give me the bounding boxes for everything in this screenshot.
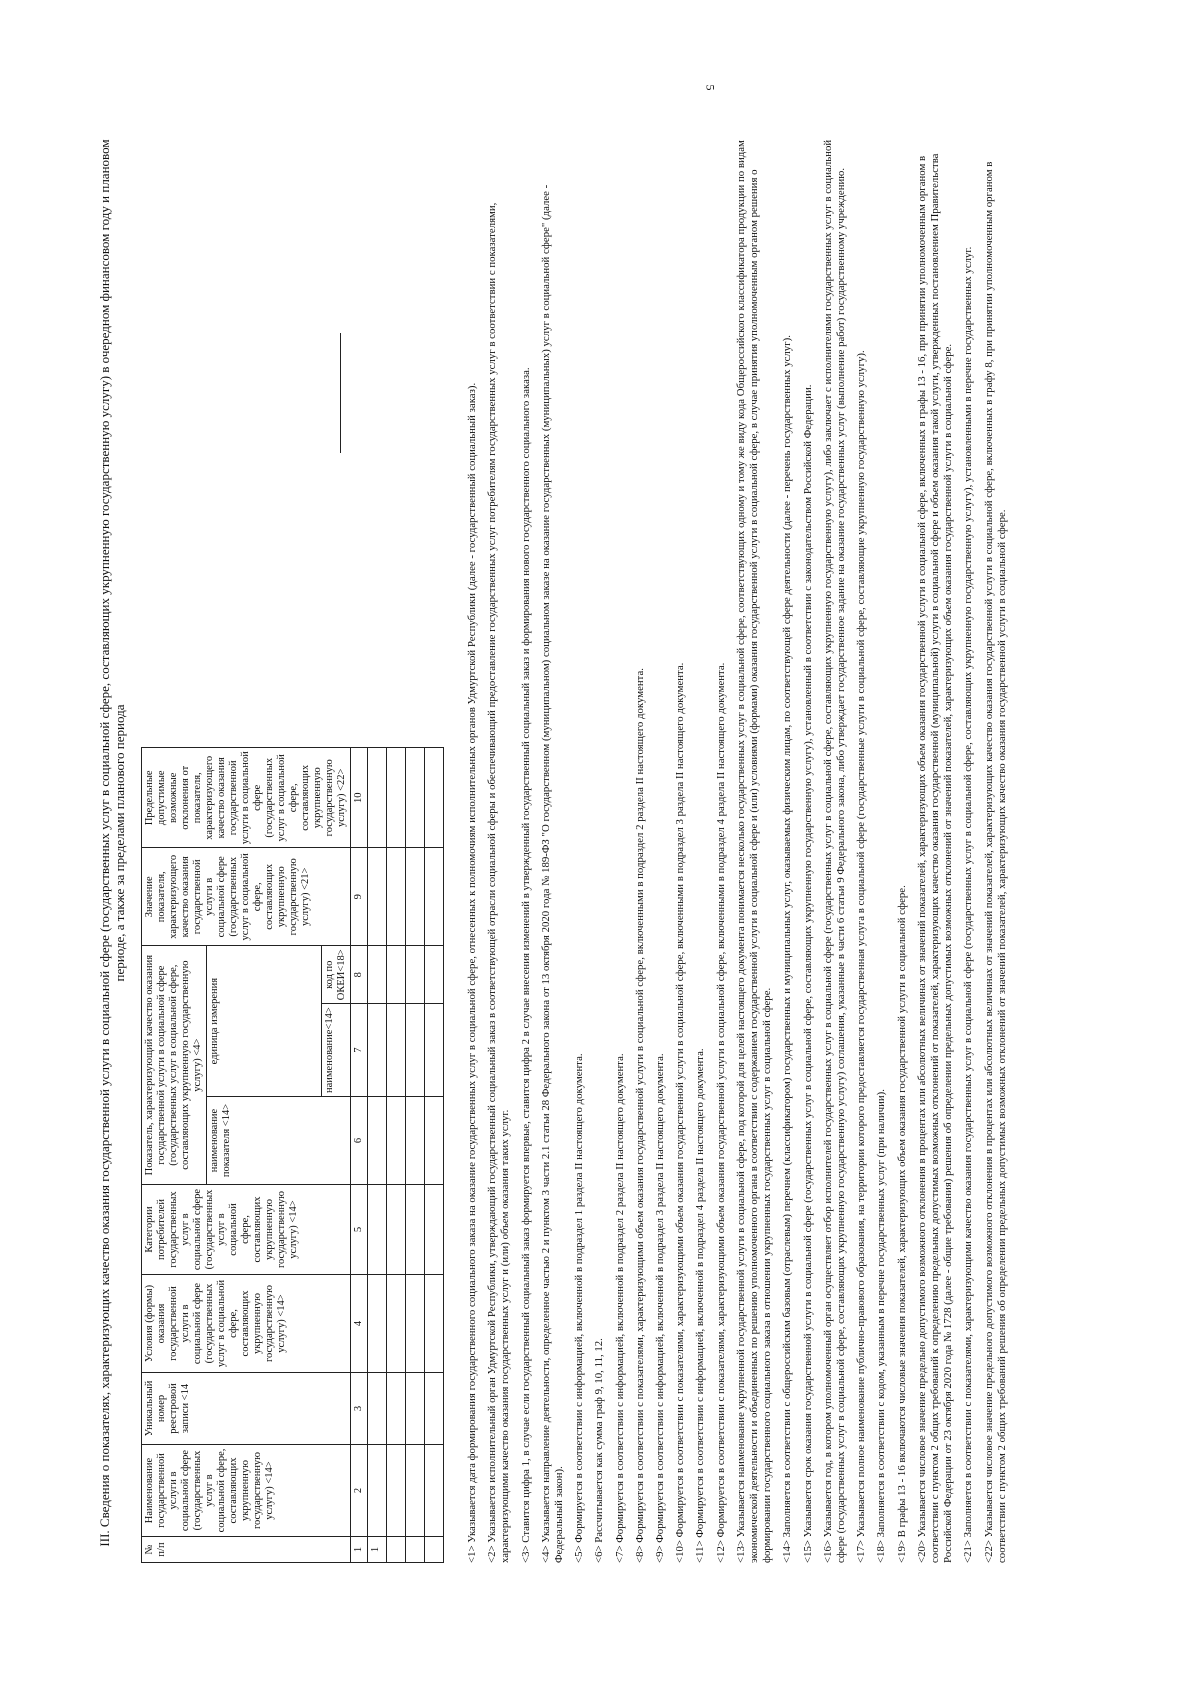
table-cell bbox=[368, 1097, 387, 1185]
header-indicator-group: Показатель, характеризующий качество оказания государственной услуги в социальной сфере (государственных услуг в социальной сфере, составляющих укрупненную государственную услугу) <4> bbox=[142, 946, 207, 1185]
header-max-deviation: Предельные допустимые возможные отклонения от показателя, характеризующего качество оказания государственной услуги в социальной сфере (государственных услуг в социальной сфере, составляющих укрупненную государственную услугу) <22> bbox=[142, 748, 351, 848]
footnote-divider bbox=[340, 333, 341, 453]
table-cell bbox=[406, 1275, 425, 1373]
footnote: <4> Указывается направление деятельности, определенное частью 2 и пунктом 3 части 2.1 статьи 28 Федерального закона от 13 октября 2020 года № 189-ФЗ "О государственном (муниципальном) социальном заказе на оказание государственных (муниципальных) услуг в социальной сфере" (далее - Федеральный закон). bbox=[539, 184, 566, 1563]
column-number: 4 bbox=[351, 1275, 368, 1373]
header-indicator-name: наименование показателя <14> bbox=[207, 1097, 351, 1185]
column-number: 1 bbox=[351, 1537, 368, 1563]
column-number: 10 bbox=[351, 748, 368, 848]
column-number-row bbox=[351, 748, 368, 1563]
header-number: № п/п bbox=[142, 1537, 351, 1563]
footnote: <14> Заполняется в соответствии с общероссийским базовым (отраслевым) перечнем (классификатором) государственных и муниципальных услуг, оказываемых физическим лицам, по соответствующей сфере деятельности (далее - перечень государственных услуг). bbox=[781, 335, 794, 1563]
table-cell bbox=[387, 848, 406, 946]
table-cell bbox=[425, 748, 444, 848]
header-unit-group: единица измерения bbox=[207, 946, 322, 1097]
footnote: <5> Формируется в соответствии с информацией, включенной в подраздел 1 раздела II настоящего документа. bbox=[573, 1053, 586, 1563]
column-number: 2 bbox=[351, 1445, 368, 1537]
table-cell bbox=[425, 848, 444, 946]
table-cell bbox=[406, 946, 425, 1004]
footnote: <13> Указывается наименование укрупненной государственной услуги в социальной сфере, под которой для целей настоящего документа понимается несколько государственных услуг в социальной сфере, соответствующих одному и тому же виду кода Общероссийского классификатора продукции по видам экономической деятельности и объединенных по решению уполномоченного органа в соответствии с содержанием государственной услуги в социальной сфере и (или) условиями (формами) оказания государственной услуги в социальной сфере, в случае принятия уполномоченным органом решения о формировании государственного социального заказа в отношении укрупненных государственных услуг в социальной сфере. bbox=[734, 140, 774, 1563]
table-row bbox=[425, 748, 444, 1563]
table-cell bbox=[425, 1185, 444, 1275]
table-row bbox=[406, 748, 425, 1563]
footnote: <8> Формируется в соответствии с показателями, характеризующими объем оказания государственной услуги в социальной сфере, включенными в подраздел 2 раздела II настоящего документа. bbox=[633, 668, 646, 1563]
column-number: 5 bbox=[351, 1185, 368, 1275]
table-cell bbox=[425, 1275, 444, 1373]
table-cell bbox=[425, 1004, 444, 1097]
table-cell bbox=[425, 946, 444, 1004]
table-cell bbox=[406, 748, 425, 848]
table-cell bbox=[368, 946, 387, 1004]
table-cell bbox=[368, 1004, 387, 1097]
table-cell bbox=[387, 1185, 406, 1275]
footnote: <16> Указывается год, в котором уполномоченный орган осуществляет отбор исполнителей государственных услуг в социальной сфере (государственных услуг в социальной сфере, составляющих укрупненную государственную услугу), либо заключает с исполнителями государственных услуг в социальной сфере (государственных услуг в социальной сфере, составляющих укрупненную государственную услугу) соглашения, указанные в части 6 статьи 9 Федерального закона, либо утверждает государственное задание на оказание государственных услуг (выполнение работ) государственному учреждению. bbox=[821, 139, 848, 1563]
table-cell bbox=[387, 1445, 406, 1537]
header-consumer-categories: Категории потребителей государственных услуг в социальной сфере (государственных услуг в социальной сфере, составляющих укрупненную государственную услугу) <14> bbox=[142, 1185, 351, 1275]
footnote: <7> Формируется в соответствии с информацией, включенной в подраздел 2 раздела II настоящего документа. bbox=[613, 1053, 626, 1563]
page-number: 5 bbox=[703, 84, 718, 91]
table-cell bbox=[425, 1537, 444, 1563]
footnote: <12> Формируется в соответствии с показателями, характеризующими объем оказания государственной услуги в социальной сфере, включенными в подраздел 4 раздела II настоящего документа. bbox=[714, 662, 727, 1563]
table-cell bbox=[425, 1373, 444, 1445]
section-title: III. Сведения о показателях, характеризующих качество оказания государственной услуги в социальной сфере (государственных услуг в социальной сфере, составляющих укрупненную государственную услугу) в очередном финансовом году и плановом периоде, а также за пределами планового периода bbox=[97, 139, 127, 1547]
footnote: <20> Указывается числовое значение предельно допустимого возможного отклонения в процентах или абсолютных величинах от значений показателей, характеризующих объем оказания государственной услуги в социальной сфере, включенных в графы 13 - 16, при принятии уполномоченным органом в соответствии с пунктом 2 общих требований к определению предельных допустимых возможных отклонений от показателей, характеризующих качество оказания государственной (муниципальной) услуги в социальной сфере и объем оказания такой услуги, утвержденных постановлением Правительства Российской Федерации от 23 октября 2020 года № 1728 (далее - общие требования) решения об определении предельных допустимых возможных отклонений от значений показателей, характеризующих объем оказания государственной услуги в социальной сфере. bbox=[915, 153, 955, 1563]
table-cell bbox=[406, 1445, 425, 1537]
table-cell bbox=[406, 1097, 425, 1185]
table-cell bbox=[406, 1185, 425, 1275]
table-cell bbox=[387, 1004, 406, 1097]
header-indicator-value: Значение показателя, характеризующего качество оказания государственной услуги в социальной сфере (государственных услуг в социальной сфере, составляющих укрупненную государственную услугу) <21> bbox=[142, 848, 351, 946]
footnote: <17> Указывается полное наименование публично-правового образования, на территории которого предоставляется государственная услуга в социальной сфере (государственные услуги в социальной сфере, составляющие укрупненную государственную услугу). bbox=[855, 350, 868, 1563]
footnote: <11> Формируется в соответствии с информацией, включенной в подраздел 4 раздела II настоящего документа. bbox=[694, 1048, 707, 1563]
quality-indicators-table bbox=[141, 747, 444, 1563]
footnote: <1> Указывается дата формирования государственного социального заказа на оказание государственных услуг в социальной сфере, отнесенных к полномочиям исполнительных органов Удмуртской Республики (далее - государственный социальный заказ). bbox=[466, 382, 478, 1563]
header-conditions: Условия (формы) оказания государственной услуги в социальной сфере (государственных услуг в социальной сфере, составляющих укрупненную государственную услугу) <14> bbox=[142, 1275, 351, 1373]
table-cell bbox=[368, 1185, 387, 1275]
table-cell bbox=[368, 748, 387, 848]
table-cell bbox=[387, 946, 406, 1004]
table-cell bbox=[368, 1275, 387, 1373]
header-okei-code: код по ОКЕИ<18> bbox=[322, 946, 351, 1004]
table-cell bbox=[387, 1373, 406, 1445]
table-cell bbox=[368, 1373, 387, 1445]
table-cell bbox=[425, 1097, 444, 1185]
rotated-page-content bbox=[85, 93, 1115, 1593]
table-cell bbox=[425, 1445, 444, 1537]
footnote: <15> Указывается срок оказания государственной услуги в социальной сфере (государственных услуг в социальной сфере, составляющих укрупненную государственную услугу), установленный в соответствии с законодательством Российской Федерации. bbox=[801, 384, 814, 1563]
header-service-name: Наименование государственной услуги в социальной сфере (государственных услуг в социальной сфере, составляющих укрупненную государственную услугу) <14> bbox=[142, 1445, 351, 1537]
table-cell: 1 bbox=[368, 1537, 387, 1563]
table-cell bbox=[387, 1275, 406, 1373]
footnotes bbox=[466, 123, 1009, 1563]
header-registry-number: Уникальный номер реестровой записи <14 bbox=[142, 1373, 351, 1445]
footnote: <22> Указывается числовое значение предельного допустимого возможного отклонения в процентах или абсолютных величинах от значений показателей, характеризующих качество оказания государственной услуги в социальной сфере, включенных в графу 8, при принятии уполномоченным органом в соответствии с пунктом 2 общих требований решения об определении предельных допустимых возможных отклонений от значений показателей, характеризующих качество оказания государственной услуги в социальной сфере. bbox=[982, 161, 1008, 1563]
footnote: <3> Ставится цифра 1, в случае если государственный социальный заказ формируется впервые, ставится цифра 2 в случае внесения изменений в утвержденный государственный социальный заказ и формирования нового государственного социального заказа. bbox=[519, 367, 532, 1563]
table-cell bbox=[387, 748, 406, 848]
footnote: <9> Формируется в соответствии с информацией, включенной в подраздел 3 раздела II настоящего документа. bbox=[654, 1053, 667, 1563]
table-cell bbox=[387, 1537, 406, 1563]
footnote: <18> Заполняется в соответствии с кодом, указанным в перечне государственных услуг (при наличии). bbox=[875, 1089, 888, 1563]
footnote: <21> Заполняется в соответствии с показателями, характеризующими качество оказания государственных услуг в социальной сфере (государственных услуг в социальной сфере, составляющих укрупненную государственную услугу), установленными в перечне государственных услуг. bbox=[962, 246, 975, 1563]
table-cell bbox=[387, 1097, 406, 1185]
table-cell bbox=[406, 1537, 425, 1563]
table-row bbox=[387, 748, 406, 1563]
table-cell bbox=[368, 1445, 387, 1537]
column-number: 9 bbox=[351, 848, 368, 946]
table-cell bbox=[406, 1004, 425, 1097]
footnote: <10> Формируется в соответствии с показателями, характеризующими объем оказания государственной услуги в социальной сфере, включенными в подраздел 3 раздела II настоящего документа. bbox=[674, 662, 687, 1563]
column-number: 6 bbox=[351, 1097, 368, 1185]
table-cell bbox=[406, 848, 425, 946]
table-row bbox=[368, 748, 387, 1563]
table-cell bbox=[368, 848, 387, 946]
column-number: 3 bbox=[351, 1373, 368, 1445]
footnote: <19> В графы 13 - 16 включаются числовые значения показателей, характеризующих объем оказания государственной услуги в социальной сфере. bbox=[895, 885, 908, 1563]
column-number: 8 bbox=[351, 946, 368, 1004]
column-number: 7 bbox=[351, 1004, 368, 1097]
header-unit-name: наименование<14> bbox=[322, 1004, 351, 1097]
table-cell bbox=[406, 1373, 425, 1445]
footnote: <2> Указывается исполнительный орган Удмуртской Республики, утверждающий государственный социальный заказ в соответствующей отрасли социальной сферы и обеспечивающий предоставление государственных услуг потребителям государственных услуг в соответствии с показателями, характеризующими качество оказания государственных услуг и (или) объем оказания таких услуг. bbox=[486, 202, 512, 1563]
footnote: <6> Рассчитывается как сумма граф 9, 10, 11, 12. bbox=[593, 1338, 606, 1563]
